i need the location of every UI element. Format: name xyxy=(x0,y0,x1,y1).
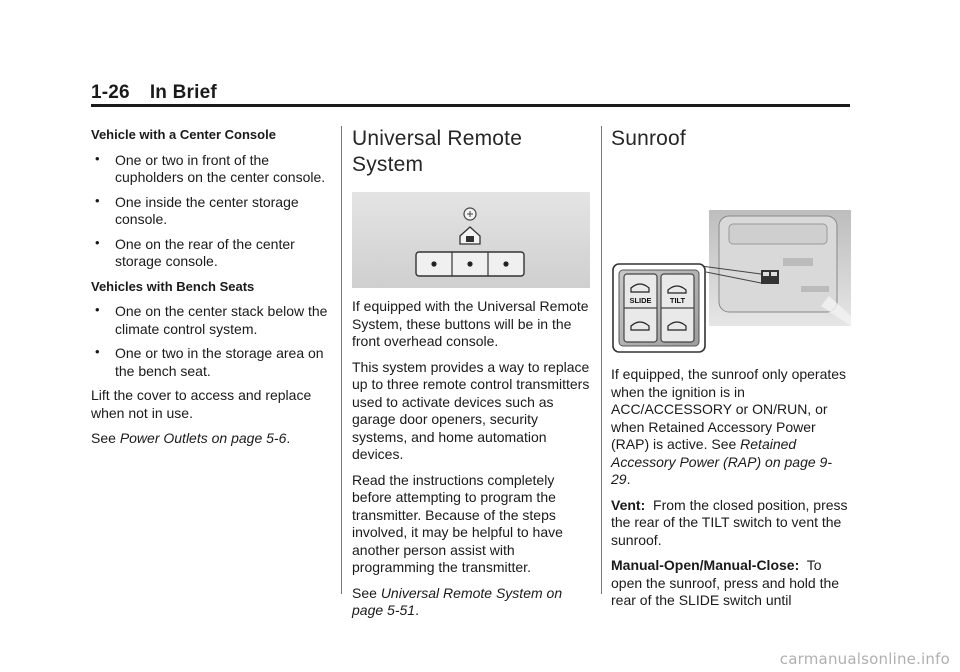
header-rule xyxy=(91,104,850,107)
manual-open-close-paragraph: Manual-Open/Manual-Close: To open the sunroof, press and hold the rear of the SLIDE switch until xyxy=(611,557,840,608)
list-item: • One or two in front of the cupholders on the center console. xyxy=(95,150,326,185)
bullet-icon: • xyxy=(95,302,100,317)
column-sunroof xyxy=(611,126,851,618)
universal-remote-buttons-image xyxy=(352,192,590,288)
subhead-bench-seats: Vehicles with Bench Seats xyxy=(91,278,255,294)
column-divider xyxy=(601,126,602,594)
heading-universal-remote: Universal Remote System xyxy=(352,127,523,176)
see-reference-power-outlets: See Power Outlets on page 5-6. xyxy=(91,430,291,446)
section-title: In Brief xyxy=(149,82,217,103)
page-header xyxy=(91,82,217,104)
page-number: 1-26 xyxy=(91,82,130,103)
list-item: • One or two in the storage area on the bench seat. xyxy=(95,344,324,379)
column-universal-remote xyxy=(352,126,590,628)
sunroof-switch-image xyxy=(611,166,851,356)
list-item: • One inside the center storage console. xyxy=(95,192,299,227)
sunroof-operation-paragraph: If equipped, the sunroof only operates when the ignition is in ACC/ACCESSORY or ON/RUN, or when Retained Accessory Power (RAP) is active. See Retained Accessory Power (RAP) on page 9-29. xyxy=(611,366,847,487)
sunroof-illustration xyxy=(611,166,851,356)
heading-sunroof: Sunroof xyxy=(611,127,686,150)
bullet-icon: • xyxy=(95,344,100,359)
cross-reference-link[interactable]: Retained Accessory Power (RAP) on page 9-29 xyxy=(611,436,832,487)
remote-logo-icon xyxy=(464,208,476,220)
universal-remote-illustration xyxy=(352,192,590,288)
list-item: • One on the center stack below the climate control system. xyxy=(95,302,328,337)
bullet-icon: • xyxy=(95,234,100,250)
column-divider xyxy=(341,126,342,594)
vent-paragraph: Vent: From the closed position, press the rear of the TILT switch to vent the sunroof. xyxy=(611,496,848,548)
cross-reference-link[interactable]: Power Outlets on page 5-6 xyxy=(119,430,287,446)
remote-instructions-paragraph: Read the instructions completely before attempting to program the transmitter. Because of the steps involved, it may be helpful to have another person assist with programming the transmitter. xyxy=(352,471,563,575)
slide-switch-label: SLIDE xyxy=(629,296,652,305)
remote-location-paragraph: If equipped with the Universal Remote System, these buttons will be in the front overhead console. xyxy=(352,298,589,349)
subhead-center-console: Vehicle with a Center Console xyxy=(91,127,276,142)
list-item: • One on the rear of the center storage console. xyxy=(95,234,295,269)
see-reference-universal-remote: See Universal Remote System on page 5-51. xyxy=(352,584,563,618)
site-watermark: carmanualsonline.info xyxy=(779,650,950,668)
list-center-console xyxy=(91,152,331,271)
bullet-icon: • xyxy=(95,150,100,166)
cover-paragraph: Lift the cover to access and replace when not in use. xyxy=(91,387,312,421)
bullet-icon: • xyxy=(95,192,100,208)
list-bench-seats xyxy=(91,303,331,380)
column-power-outlets xyxy=(91,126,331,456)
remote-description-paragraph: This system provides a way to replace up to three remote control transmitters used to activate devices such as garage door openers, security systems, and home automation devices. xyxy=(352,358,590,462)
tilt-switch-label: TILT xyxy=(669,296,686,305)
cross-reference-link[interactable]: Universal Remote System on page 5-51 xyxy=(352,584,563,618)
